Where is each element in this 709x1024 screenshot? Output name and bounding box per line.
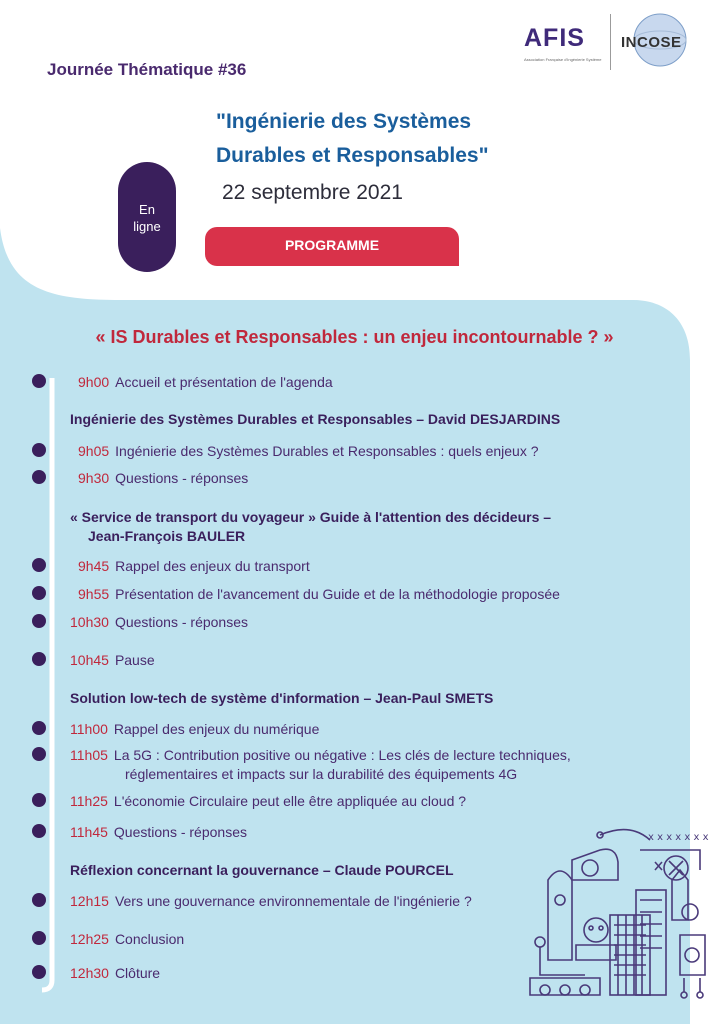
agenda-time: 9h30 <box>78 470 110 486</box>
bullet <box>32 721 46 735</box>
agenda-item-1125 <box>70 793 466 809</box>
bullet <box>32 652 46 666</box>
bullet <box>32 747 46 761</box>
agenda-label: L'économie Circulaire peut elle être appliquée au cloud ? <box>113 793 467 809</box>
agenda-item-0955 <box>78 586 560 602</box>
agenda-time: 11h25 <box>70 793 108 809</box>
agenda-label: Clôture <box>114 965 161 981</box>
bullet <box>32 558 46 572</box>
agenda-label: Présentation de l'avancement du Guide et de la méthodologie proposée <box>115 586 560 602</box>
afis-logo: AFIS <box>524 24 585 52</box>
agenda-time: 9h00 <box>78 374 110 390</box>
agenda-time: 11h45 <box>70 824 108 840</box>
agenda-item-0900 <box>78 374 333 390</box>
agenda-time: 9h05 <box>78 443 110 459</box>
bullet <box>32 586 46 600</box>
agenda-time: 11h00 <box>70 721 108 737</box>
agenda-label: Questions - réponses <box>115 470 249 486</box>
title-line-2: Durables et Responsables" <box>216 144 489 167</box>
bullet <box>32 374 46 388</box>
bullet <box>32 893 46 907</box>
incose-logo: INCOSE <box>621 34 682 51</box>
online-badge-line2: ligne <box>133 219 161 234</box>
bullet <box>32 614 46 628</box>
agenda-label: Vers une gouvernance environnementale de l'ingénierie ? <box>114 893 472 909</box>
agenda-item-1030 <box>70 614 248 630</box>
bullet <box>32 931 46 945</box>
bullet <box>32 470 46 484</box>
agenda-time: 10h30 <box>70 614 109 630</box>
agenda-item-1045 <box>70 652 155 668</box>
agenda-label: Pause <box>114 652 155 668</box>
agenda-time: 10h45 <box>70 652 109 668</box>
agenda-item-1105 <box>70 747 571 763</box>
agenda-item-0930 <box>78 470 248 486</box>
agenda-time: 9h45 <box>78 558 110 574</box>
session-heading-4: Réflexion concernant la gouvernance – Claude POURCEL <box>70 862 454 878</box>
session-heading-2-line1: « Service de transport du voyageur » Guide à l'attention des décideurs – <box>70 509 552 525</box>
agenda-item-1105-line2: réglementaires et impacts sur la durabilité des équipements 4G <box>125 766 518 782</box>
agenda-time: 9h55 <box>78 586 110 602</box>
bullet <box>32 824 46 838</box>
agenda-time: 12h25 <box>70 931 109 947</box>
online-badge <box>118 201 176 235</box>
agenda-time: 12h15 <box>70 893 109 909</box>
agenda-item-1215 <box>70 893 472 909</box>
agenda-item-1225 <box>70 931 184 947</box>
session-heading-3: Solution low-tech de système d'information – Jean-Paul SMETS <box>70 690 494 706</box>
event-label: Journée Thématique #36 <box>47 60 247 79</box>
agenda-label: Conclusion <box>114 931 185 947</box>
bullet <box>32 793 46 807</box>
event-date: 22 septembre 2021 <box>222 181 403 204</box>
bullet <box>32 965 46 979</box>
agenda-item-0945 <box>78 558 310 574</box>
agenda-label: Accueil et présentation de l'agenda <box>115 374 333 390</box>
online-badge-line1: En <box>139 202 155 217</box>
agenda-label: Questions - réponses <box>114 614 249 630</box>
agenda-item-0905 <box>78 443 539 459</box>
agenda-label: La 5G : Contribution positive ou négative : Les clés de lecture techniques, <box>113 747 571 763</box>
agenda-label: Ingénierie des Systèmes Durables et Responsables : quels enjeux ? <box>115 443 539 459</box>
agenda-time: 12h30 <box>70 965 109 981</box>
agenda-item-1230 <box>70 965 160 981</box>
crosses-decoration: x x x x x x x <box>648 832 709 843</box>
session-heading-2-line2: Jean-François BAULER <box>88 528 246 544</box>
programme-button[interactable]: PROGRAMME <box>205 227 459 266</box>
theme-heading: « IS Durables et Responsables : un enjeu incontournable ? » <box>95 327 614 347</box>
agenda-label: Questions - réponses <box>113 824 247 840</box>
session-heading-1: Ingénierie des Systèmes Durables et Responsables – David DESJARDINS <box>70 411 561 427</box>
agenda-label: Rappel des enjeux du transport <box>115 558 310 574</box>
title-line-1: "Ingénierie des Systèmes <box>216 110 472 133</box>
agenda-item-1145 <box>70 824 247 840</box>
agenda-label: Rappel des enjeux du numérique <box>113 721 320 737</box>
afis-subtitle: Association Française d'Ingénierie Système <box>524 57 602 62</box>
logo-separator <box>610 14 611 70</box>
bullet <box>32 443 46 457</box>
agenda-time: 11h05 <box>70 747 108 763</box>
agenda-item-1100 <box>70 721 319 737</box>
